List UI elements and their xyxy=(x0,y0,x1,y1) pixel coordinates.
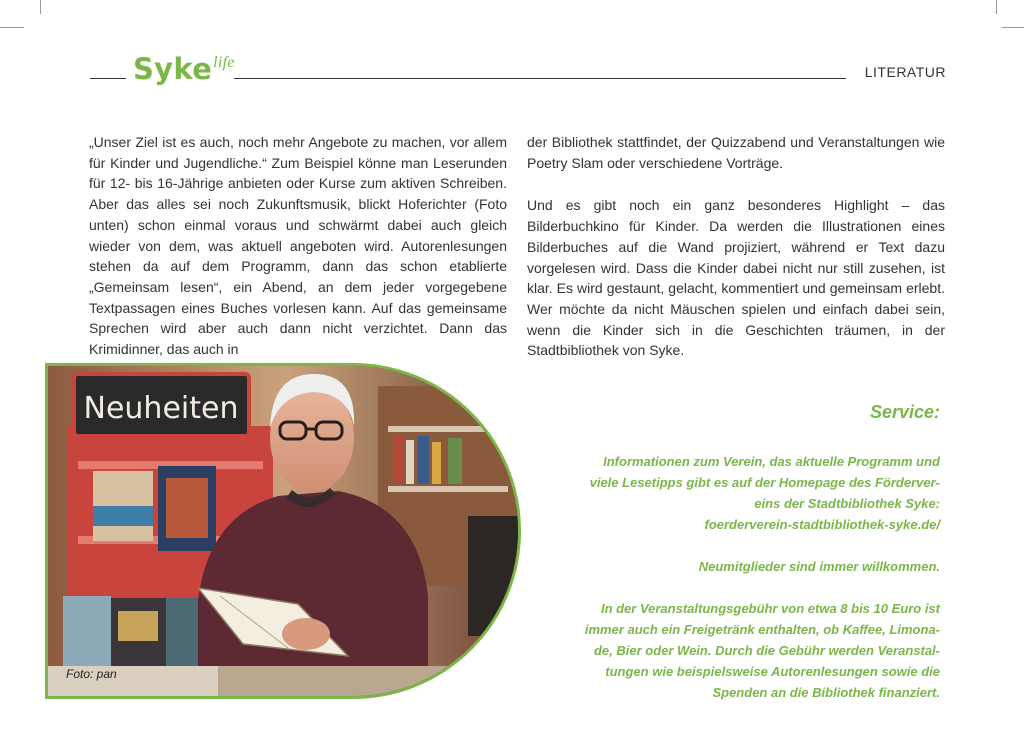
service-line: Informationen zum Verein, das aktuelle Programm und xyxy=(603,454,940,469)
article-paragraph-3: Und es gibt noch ein ganz besonderes Highlight – das Bilderbuchkino für Kinder. Da werden die Illustrationen eines Bilderbuches auf die Wand projiziert, während er Text dazu vorgelesen wird. Dass die Kinder dabei nicht nur still zusehen, ist klar. Es wird gestaunt, gelacht, kommentiert und gemeinsam erlebt. Wer möchte da nicht Mäuschen spielen und einfach dabei sein, wenn die Kinder sich in die Geschichten träumen, in der Stadtbibliothek von Syke. xyxy=(527,197,945,359)
paragraph-gap xyxy=(527,173,945,195)
article-paragraph-1: „Unser Ziel ist es auch, noch mehr Angebote zu machen, vor allem für Kinder und Jugendliche.“ Zum Beispiel könne man Leserunden für 12- bis 16-Jährige anbieten oder Kurse zum aktiven Schreiben. Aber das alles sei noch Zukunftsmusik, blickt Hoferichter (Foto unten) schon einmal voraus und schwärmt dabei auch gleich wieder von dem, was aktuell angeboten wird. Autorenlesungen stehen da auf dem Programm, dann das schon etablierte „Gemeinsam lesen“, ein Abend, an dem jeder vorgegebene Textpassagen eines Buches vorlesen kann. Auf das gemeinsame Sprechen wird aber auch dann nicht verzichtet. Dann das Krimidinner, das auch in xyxy=(89,134,507,358)
header-rule-main xyxy=(234,78,846,79)
service-line: viele Lesetipps gibt es auf der Homepage des Förderver- xyxy=(589,475,940,490)
service-line: In der Veranstaltungsgebühr von etwa 8 bis 10 Euro ist xyxy=(600,601,940,616)
dark-window xyxy=(468,516,518,636)
service-spacer xyxy=(520,535,940,556)
service-line: eins der Stadtbibliothek Syke: xyxy=(754,496,940,511)
article-paragraph-2: der Bibliothek stattfindet, der Quizzabend und Veranstaltungen wie Poetry Slam oder verschiedene Vorträge. xyxy=(527,134,945,171)
crop-mark-top-right-h xyxy=(1002,27,1024,28)
service-title: Service: xyxy=(869,402,940,422)
man-hand xyxy=(282,618,330,650)
service-line: Spenden an die Bibliothek finanziert. xyxy=(712,685,940,700)
service-box xyxy=(520,402,940,703)
photo-frame xyxy=(45,363,521,699)
service-line: de, Bier oder Wein. Durch die Gebühr werden Veranstal- xyxy=(593,643,940,658)
article-left-column xyxy=(89,132,507,360)
book-cover xyxy=(63,596,111,666)
library-photo xyxy=(48,366,518,696)
crop-mark-top-left-h xyxy=(0,27,24,28)
neuheiten-sign-text: Neuheiten xyxy=(83,391,239,426)
article-right-column xyxy=(527,132,945,361)
magazine-logo xyxy=(133,52,234,86)
logo-sup-text: life xyxy=(213,54,235,71)
service-members-note: Neumitglieder sind immer willkommen. xyxy=(698,559,940,574)
section-label: LITERATUR xyxy=(864,64,946,80)
homepage-url: foerderverein-stadtbibliothek-syke.de/ xyxy=(704,517,940,532)
photo-credit: Foto: pan xyxy=(66,667,117,681)
service-line: immer auch ein Freigetränk enthalten, ob Kaffee, Limona- xyxy=(584,622,940,637)
header-rule-left xyxy=(90,78,126,79)
crop-mark-top-left-v xyxy=(40,0,41,14)
service-line: tungen wie beispielsweise Autorenlesungen sowie die xyxy=(605,664,940,679)
crop-mark-top-right-v xyxy=(996,0,997,14)
service-spacer xyxy=(520,577,940,598)
logo-main-text: Syke xyxy=(133,52,213,86)
